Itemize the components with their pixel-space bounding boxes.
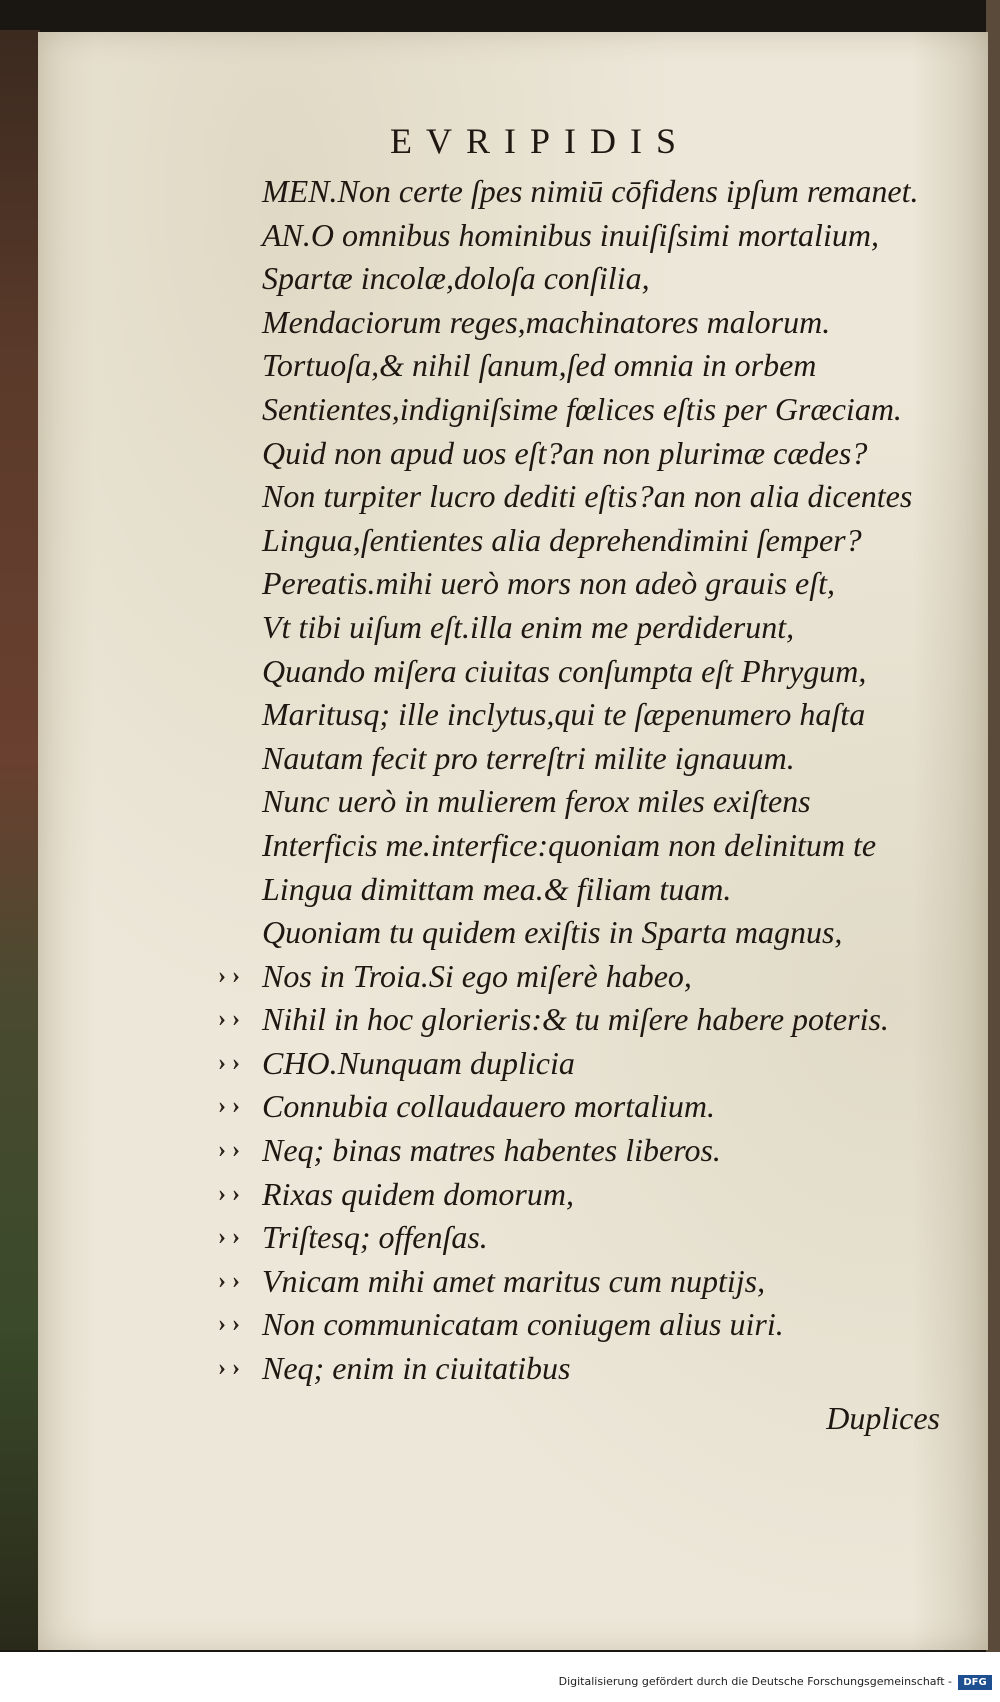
verse-line-text: Quando miſera ciuitas conſumpta eſt Phrygum, <box>262 652 867 689</box>
verse-line <box>218 1173 962 1217</box>
verse-line <box>262 693 962 737</box>
verse-line-text: Mendaciorum reges,machinatores malorum. <box>262 303 831 340</box>
verse-line-text: Nihil in hoc glorieris:& tu miſere habere poteris. <box>262 1001 889 1038</box>
verse-line <box>262 388 962 432</box>
verse-line <box>262 170 962 214</box>
verse-line-text: Connubia collaudauero mortalium. <box>262 1088 716 1125</box>
verse-line-text: Maritusq; ille inclytus,qui te ſæpenumero haſta <box>262 696 866 733</box>
verse-line <box>262 562 962 606</box>
verse-line <box>262 432 962 476</box>
book-edge-left <box>0 30 40 1650</box>
verse-line <box>262 650 962 694</box>
verse-line-text: Nos in Troia.Si ego miſerè habeo, <box>262 957 692 994</box>
book-edge-right <box>986 0 1000 1660</box>
verse-line-text: Tortuoſa,& nihil ſanum,ſed omnia in orbem <box>262 347 817 384</box>
verse-line <box>262 475 962 519</box>
quotation-marks: › › <box>218 1137 240 1164</box>
verse-line-text: Neq; enim in ciuitatibus <box>262 1350 571 1387</box>
verse-text-block <box>218 170 962 1391</box>
verse-line-text: Vnicam mihi amet maritus cum nuptijs, <box>262 1262 766 1299</box>
digitization-footer <box>0 1652 1000 1702</box>
verse-line <box>218 1042 962 1086</box>
verse-line <box>262 868 962 912</box>
verse-line-text: Pereatis.mihi uerò mors non adeò grauis eſt, <box>262 565 835 602</box>
verse-line <box>262 344 962 388</box>
quotation-marks: › › <box>218 1267 240 1294</box>
quotation-marks: › › <box>218 1093 240 1120</box>
verse-line-text: Lingua,ſentientes alia deprehendimini ſemper? <box>262 521 862 558</box>
verse-line-text: Quid non apud uos eſt?an non plurimæ cædes? <box>262 434 868 471</box>
verse-line-text: MEN.Non certe ſpes nimiū cōfidens ipſum remanet. <box>262 173 919 209</box>
verse-line <box>262 519 962 563</box>
verse-line <box>218 1216 962 1260</box>
funding-credit: Digitalisierung gefördert durch die Deutsche Forschungsgemeinschaft - <box>558 1675 952 1688</box>
verse-line <box>262 301 962 345</box>
verse-line <box>218 998 962 1042</box>
verse-line <box>262 780 962 824</box>
verse-line-text: Non turpiter lucro dediti eſtis?an non alia dicentes <box>262 478 913 515</box>
verse-line <box>218 1347 962 1391</box>
verse-line-text: Triſtesq; offenſas. <box>262 1219 488 1256</box>
verse-line-text: Vt tibi uiſum eſt.illa enim me perdiderunt, <box>262 608 795 645</box>
verse-line-text: Rixas quidem domorum, <box>262 1175 574 1212</box>
verse-line-text: Quoniam tu quidem exiſtis in Sparta magnus, <box>262 914 843 951</box>
verse-line-text: Spartæ incolæ,doloſa conſilia, <box>262 260 650 297</box>
verse-line <box>262 606 962 650</box>
quotation-marks: › › <box>218 962 240 989</box>
running-head: EVRIPIDIS <box>389 121 690 161</box>
quotation-marks: › › <box>218 1311 240 1338</box>
quotation-marks: › › <box>218 1224 240 1251</box>
verse-line <box>262 737 962 781</box>
verse-line <box>218 1303 962 1347</box>
catchword: Duplices <box>826 1400 940 1436</box>
dfg-logo-icon: DFG <box>958 1675 992 1690</box>
verse-line <box>262 911 962 955</box>
verse-line-text: Non communicatam coniugem alius uiri. <box>262 1306 784 1343</box>
quotation-marks: › › <box>218 1049 240 1076</box>
verse-line <box>218 955 962 999</box>
quotation-marks: › › <box>218 1355 240 1382</box>
verse-line-text: Lingua dimittam mea.& filiam tuam. <box>262 870 732 907</box>
verse-line-text: AN.O omnibus hominibus inuiſiſsimi mortalium, <box>262 216 879 253</box>
verse-line <box>262 214 962 258</box>
verse-line-text: Nunc uerò in mulierem ferox miles exiſtens <box>262 783 811 820</box>
quotation-marks: › › <box>218 1006 240 1033</box>
verse-line-text: Neq; binas matres habentes liberos. <box>262 1132 721 1169</box>
verse-line <box>262 824 962 868</box>
verse-line <box>218 1260 962 1304</box>
verse-line <box>218 1129 962 1173</box>
quotation-marks: › › <box>218 1180 240 1207</box>
verse-line-text: Sentientes,indigniſsime fœlices eſtis per Græciam. <box>262 390 902 427</box>
verse-line-text: CHO.Nunquam duplicia <box>262 1044 575 1081</box>
verse-line-text: Nautam fecit pro terreſtri milite ignauum. <box>262 739 795 776</box>
verse-line <box>218 1085 962 1129</box>
verse-line <box>262 257 962 301</box>
verse-line-text: Interficis me.interfice:quoniam non delinitum te <box>262 826 877 863</box>
